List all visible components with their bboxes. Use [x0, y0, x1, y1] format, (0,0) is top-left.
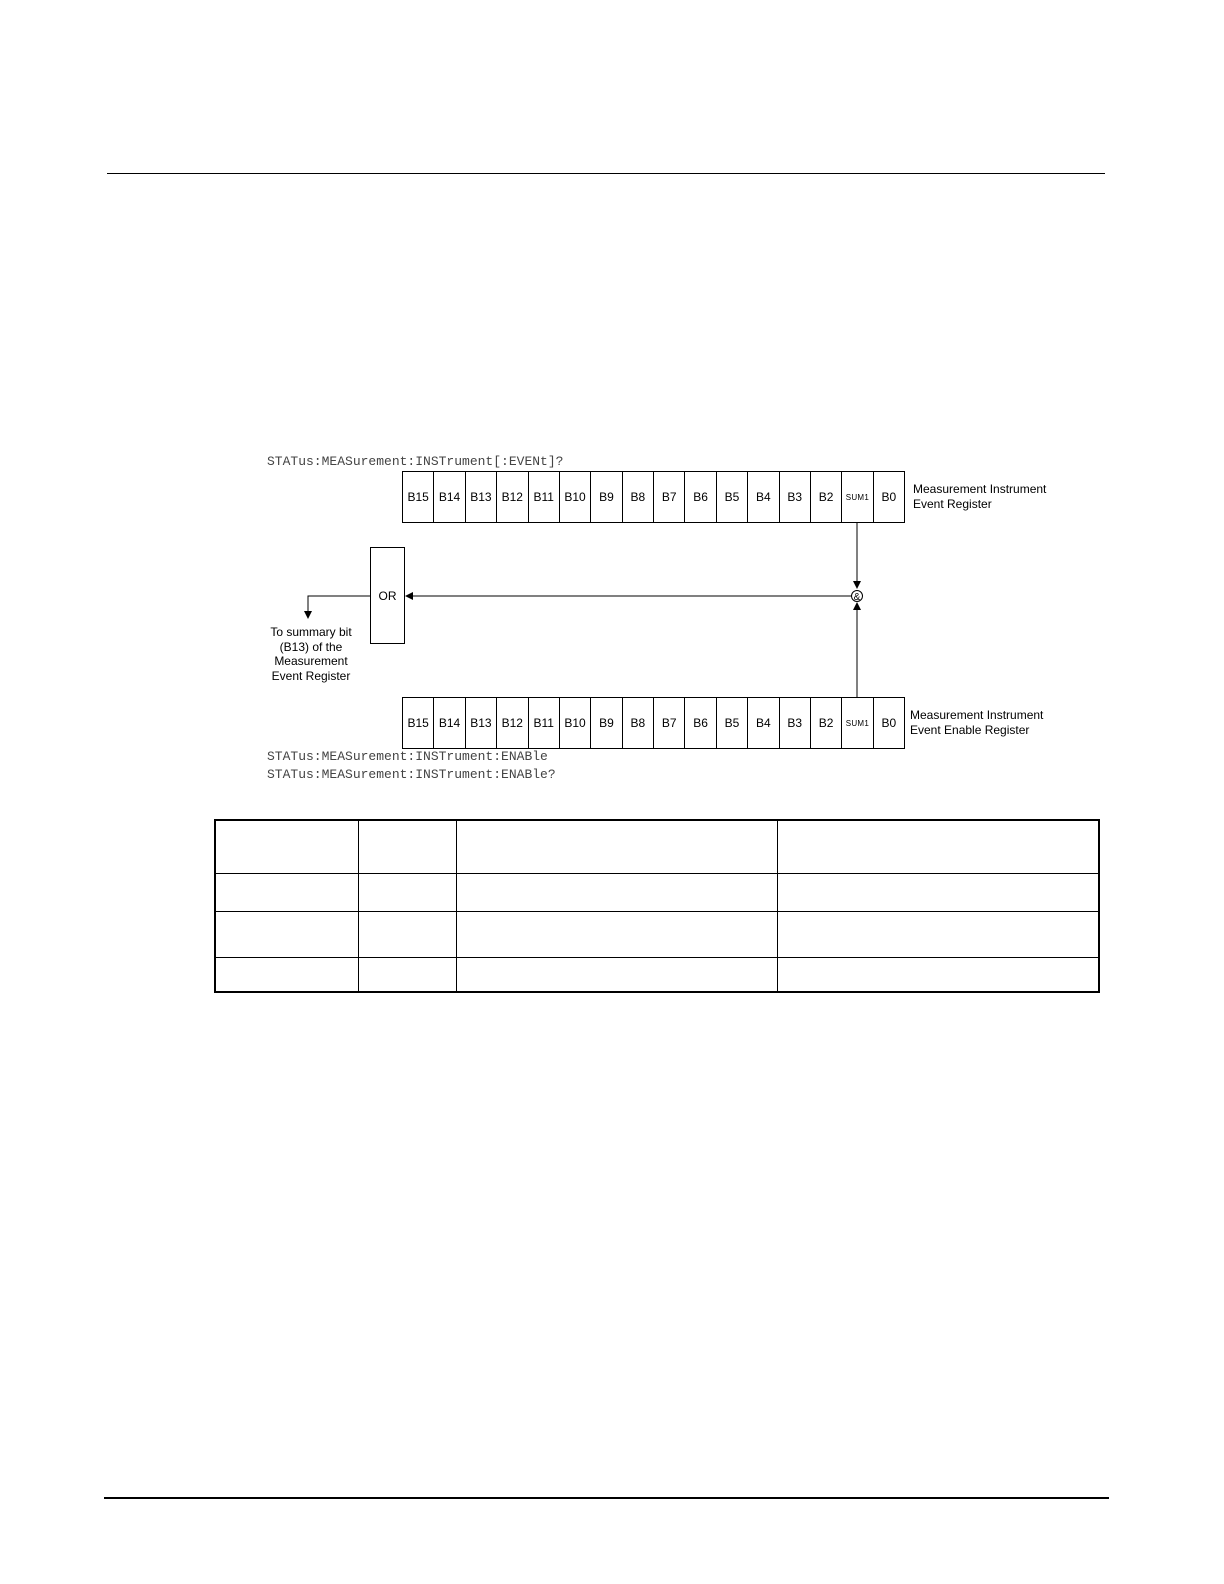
bottom-rule	[104, 1497, 1109, 1499]
enable-bit-b11: B11	[529, 698, 560, 748]
enable-bit-b4: B4	[748, 698, 779, 748]
table-cell	[778, 820, 1100, 873]
enable-bit-b7: B7	[654, 698, 685, 748]
enable-bit-b3: B3	[780, 698, 811, 748]
event-bit-b6: B6	[685, 472, 716, 522]
enable-bit-b10: B10	[560, 698, 591, 748]
summary-line: Event Register	[271, 668, 351, 683]
table-cell	[215, 957, 359, 992]
enable-register	[402, 697, 905, 749]
bit-table	[214, 819, 1100, 993]
enable-bit-b13: B13	[466, 698, 497, 748]
event-bit-b5: B5	[717, 472, 748, 522]
event-bit-b11: B11	[529, 472, 560, 522]
table-cell	[778, 911, 1100, 957]
event-bit-b0: B0	[881, 490, 897, 504]
summary-line: Measurement	[274, 654, 348, 668]
event-bit-b7: B7	[654, 472, 685, 522]
event-bit-b8: B8	[623, 472, 654, 522]
and-gate-symbol: &	[853, 592, 861, 603]
table-cell	[778, 957, 1100, 992]
event-bit-b10: B10	[560, 472, 591, 522]
event-register-label-line1: Measurement Instrument	[913, 482, 1047, 496]
enable-bit-sum1: SUM1	[842, 698, 873, 748]
table-cell	[457, 820, 778, 873]
summary-bit-note	[256, 625, 366, 683]
summary-line: (B13) of the	[279, 639, 343, 654]
table-row	[215, 820, 1099, 873]
table-cell	[215, 911, 359, 957]
enable-register-label-line2: Event Enable Register	[910, 723, 1030, 737]
table-cell	[457, 957, 778, 992]
enable-bit-b15: B15	[403, 698, 434, 748]
event-bit-b12: B12	[497, 472, 528, 522]
event-bit-b14: B14	[434, 472, 465, 522]
enable-bit-b5: B5	[717, 698, 748, 748]
enable-register-label	[910, 708, 1043, 738]
or-to-summary-wire	[308, 596, 370, 618]
enable-register-query: STATus:MEASurement:INSTrument:ENABle?	[267, 767, 556, 782]
table-cell	[215, 820, 359, 873]
enable-register-label-line1: Measurement Instrument	[910, 708, 1044, 722]
event-bit-b13: B13	[466, 472, 497, 522]
enable-bit-b9: B9	[591, 698, 622, 748]
enable-bit-b8: B8	[623, 698, 654, 748]
enable-bit-b0: B0	[881, 716, 897, 730]
event-bit-b3: B3	[780, 472, 811, 522]
event-bit-sum1: SUM1	[842, 472, 873, 522]
event-bit-b9: B9	[591, 472, 622, 522]
table-cell	[359, 957, 457, 992]
summary-line: To summary bit	[270, 625, 352, 639]
table-cell	[359, 820, 457, 873]
enable-bit-b6: B6	[685, 698, 716, 748]
event-bit-b4: B4	[748, 472, 779, 522]
table-cell	[457, 911, 778, 957]
event-bit-b2: B2	[811, 472, 842, 522]
event-register-label-line2: Event Register	[913, 497, 992, 511]
event-bit-b15: B15	[403, 472, 434, 522]
enable-bit-b12: B12	[497, 698, 528, 748]
table-row	[215, 911, 1099, 957]
enable-bit-b14: B14	[434, 698, 465, 748]
table-cell	[215, 873, 359, 911]
enable-register-command: STATus:MEASurement:INSTrument:ENABle	[267, 749, 548, 764]
or-gate: OR	[370, 547, 405, 644]
event-register-command: STATus:MEASurement:INSTrument[:EVENt]?	[267, 454, 564, 469]
table-cell	[457, 873, 778, 911]
enable-bit-b2: B2	[811, 698, 842, 748]
table-cell	[359, 873, 457, 911]
table-cell	[359, 911, 457, 957]
table-row	[215, 957, 1099, 992]
table-row	[215, 873, 1099, 911]
table-cell	[778, 873, 1100, 911]
